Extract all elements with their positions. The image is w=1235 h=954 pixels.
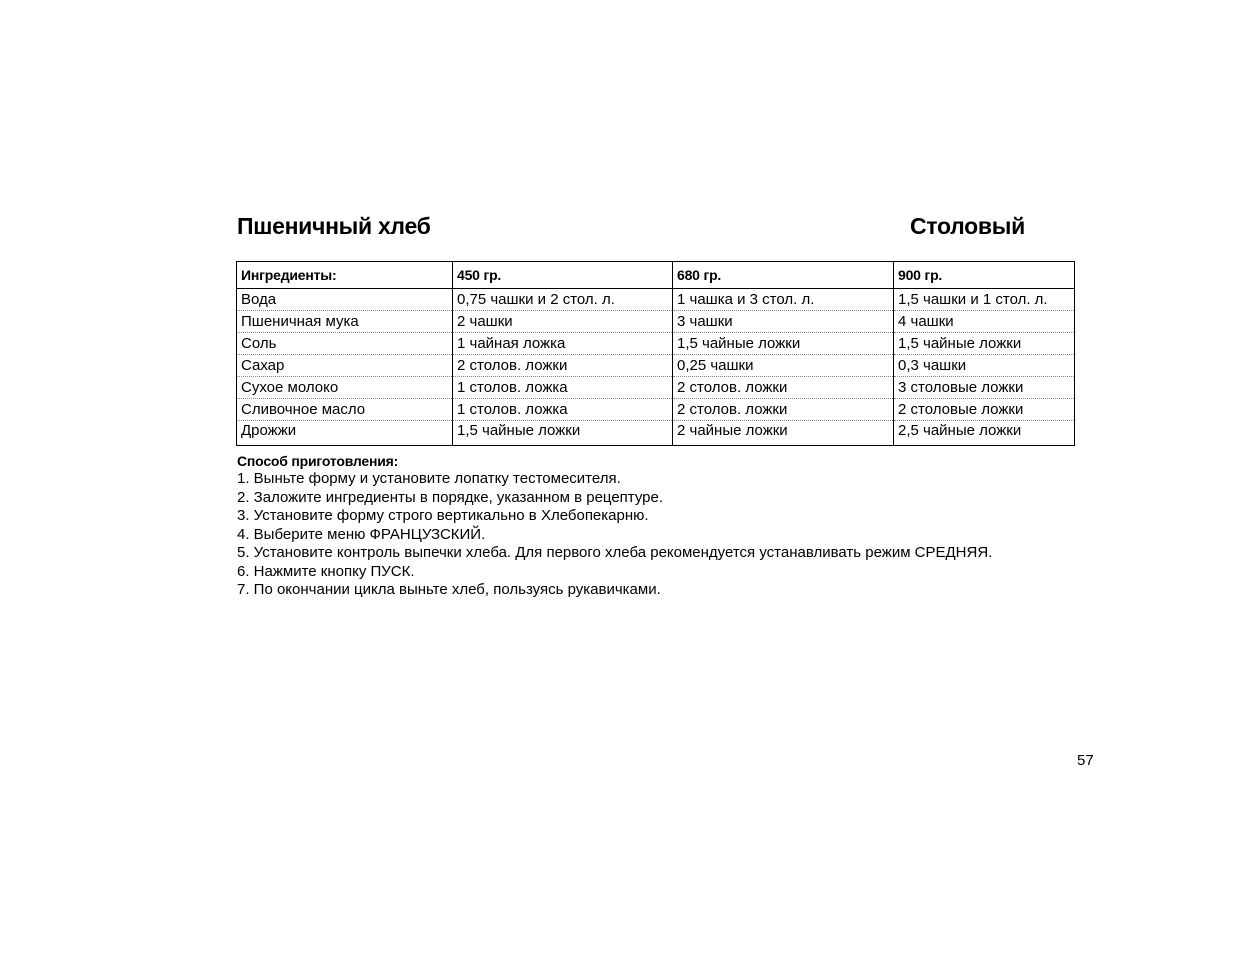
table-cell: 0,25 чашки [673, 355, 894, 377]
table-row [237, 333, 1075, 355]
table-cell: 0,3 чашки [894, 355, 1075, 377]
table-cell: 3 чашки [673, 311, 894, 333]
header-ingredients: Ингредиенты: [237, 262, 453, 289]
table-cell: Дрожжи [237, 421, 453, 446]
table-cell: 1,5 чайные ложки [673, 333, 894, 355]
header-450: 450 гр. [453, 262, 673, 289]
list-item: 3. Установите форму строго вертикально в Хлебопекарню. [237, 507, 649, 524]
table-row [237, 377, 1075, 399]
table-cell: 0,75 чашки и 2 стол. л. [453, 289, 673, 311]
method-steps [237, 470, 1137, 600]
preparation-method [237, 452, 1137, 600]
ingredients-table [236, 261, 1075, 446]
list-item: 1. Выньте форму и установите лопатку тестомесителя. [237, 470, 621, 487]
table-row [237, 311, 1075, 333]
table-cell: Соль [237, 333, 453, 355]
table-cell: 2 столов. ложки [453, 355, 673, 377]
table-cell: 2 чашки [453, 311, 673, 333]
table-row [237, 355, 1075, 377]
table-cell: 3 столовые ложки [894, 377, 1075, 399]
table-cell: 2 чайные ложки [673, 421, 894, 446]
list-item: 4. Выберите меню ФРАНЦУЗСКИЙ. [237, 525, 486, 543]
table-cell: 1 чайная ложка [453, 333, 673, 355]
table-row [237, 289, 1075, 311]
table-cell: 1 столов. ложка [453, 399, 673, 421]
table-cell: 1,5 чашки и 1 стол. л. [894, 289, 1075, 311]
table-cell: 2 столов. ложки [673, 399, 894, 421]
recipe-subtitle: Столовый [910, 213, 1025, 239]
list-item: 7. По окончании цикла выньте хлеб, пользуясь рукавичками. [237, 581, 661, 598]
table-cell: 1,5 чайные ложки [453, 421, 673, 446]
table-cell: Сливочное масло [237, 399, 453, 421]
table-cell: 2,5 чайные ложки [894, 421, 1075, 446]
table-cell: Сахар [237, 355, 453, 377]
list-item: 5. Установите контроль выпечки хлеба. Для первого хлеба рекомендуется устанавливать режим СРЕДНЯЯ. [237, 544, 993, 561]
header-900: 900 гр. [894, 262, 1075, 289]
table-row [237, 421, 1075, 446]
table-cell: 2 столовые ложки [894, 399, 1075, 421]
table-header-row [237, 262, 1075, 289]
table-cell: 1 чашка и 3 стол. л. [673, 289, 894, 311]
table-cell: 4 чашки [894, 311, 1075, 333]
table-cell: Вода [237, 289, 453, 311]
table-cell: 1 столов. ложка [453, 377, 673, 399]
method-heading: Способ приготовления: [237, 453, 399, 469]
page-number: 57 [1077, 752, 1094, 769]
table-row [237, 399, 1075, 421]
table-cell: Пшеничная мука [237, 311, 453, 333]
table-cell: 2 столов. ложки [673, 377, 894, 399]
recipe-title: Пшеничный хлеб [237, 213, 431, 239]
list-item: 6. Нажмите кнопку ПУСК. [237, 562, 415, 580]
list-item: 2. Заложите ингредиенты в порядке, указанном в рецептуре. [237, 488, 664, 506]
header-680: 680 гр. [673, 262, 894, 289]
table-cell: Сухое молоко [237, 377, 453, 399]
table-cell: 1,5 чайные ложки [894, 333, 1075, 355]
